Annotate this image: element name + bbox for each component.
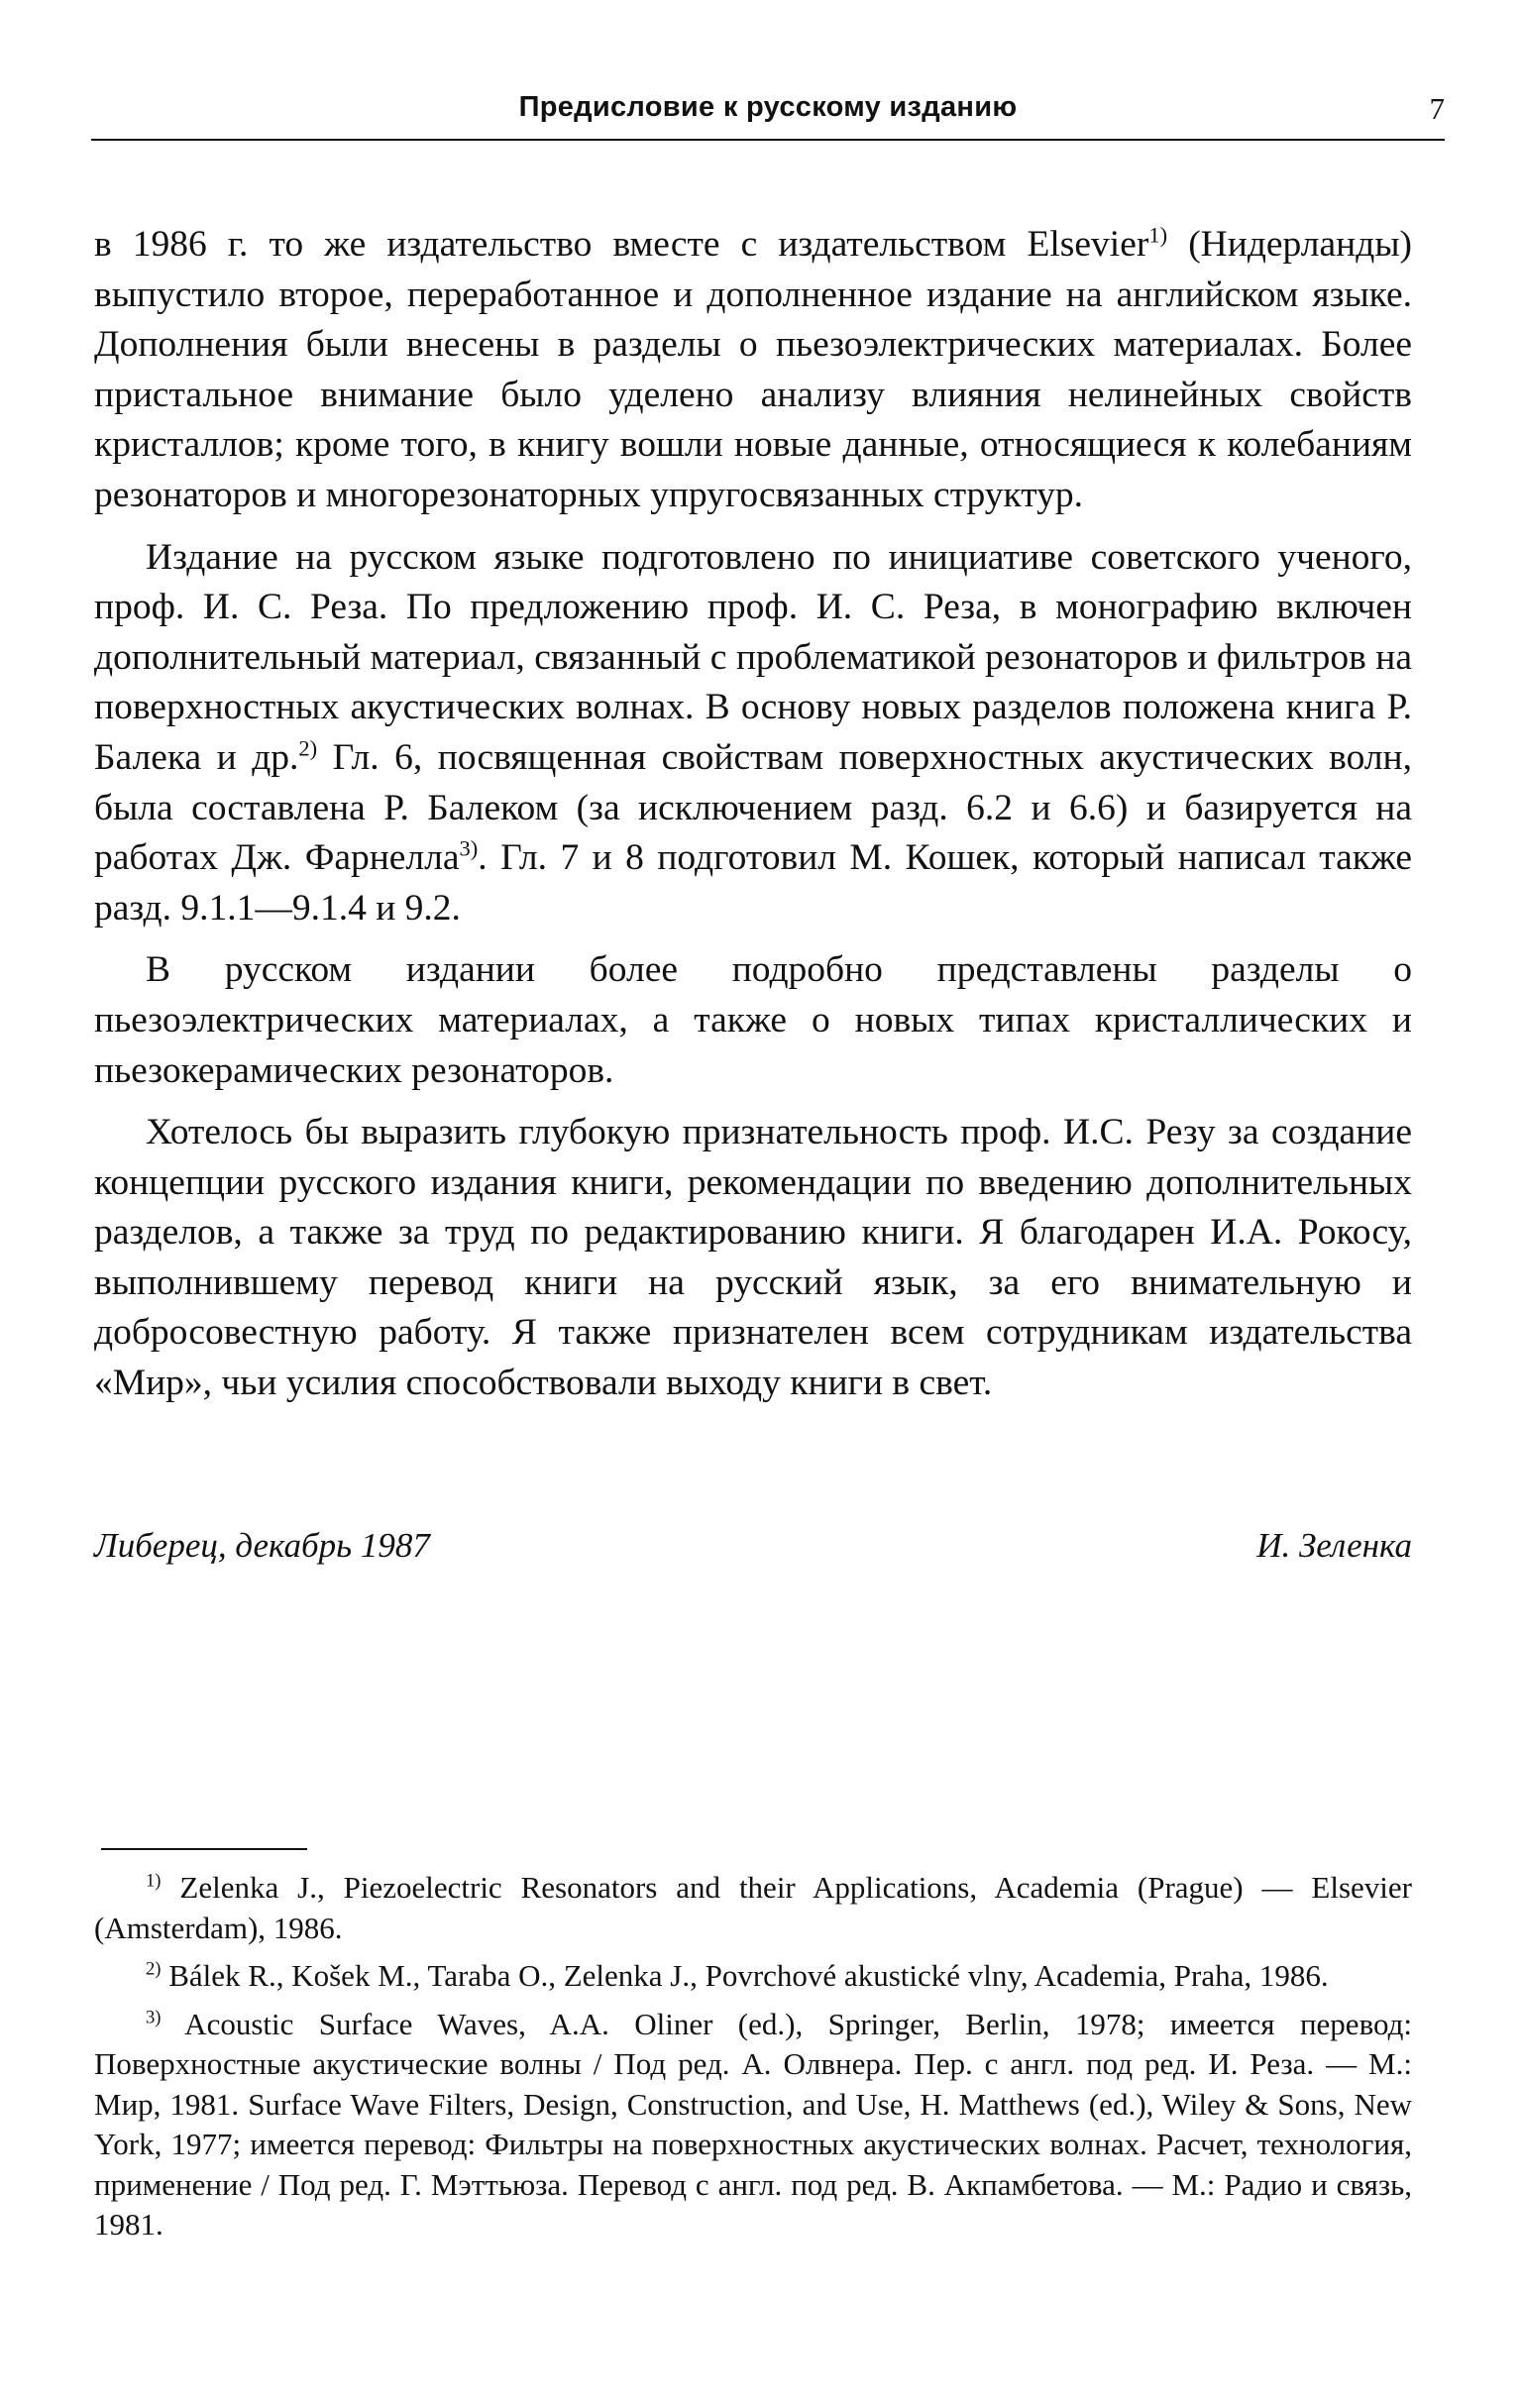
footnote-ref-3: 3) [459,835,479,861]
page-number: 7 [1429,91,1445,126]
header-rule [91,139,1445,141]
running-header [91,91,1445,137]
footnote-rule [101,1848,307,1850]
running-title: Предисловие к русскому изданию [518,91,1018,123]
paragraph-2-text-c: . Гл. 7 и 8 подготовил М. Кошек, который написал также разд. 9.1.1—9.1.4 и 9.2. [94,837,1412,929]
paragraph-1 [94,220,1412,521]
footnote-2-marker: 2) [146,1958,162,1980]
signature-line [94,1526,1412,1576]
footnote-2-text: Bálek R., Košek M., Taraba O., Zelenka J., Povrchové akustické vlny, Academia, Praha, 1986. [161,1958,1329,1993]
footnote-3-marker: 3) [146,2007,162,2028]
paragraph-1-text-a: в 1986 г. то же издательство вместе с издательством Elsevier [94,224,1149,265]
paragraph-2-text-b: Гл. 6, посвященная свойствам поверхностных акустических волн, была составлена Р. Балеком (за исключением разд. 6.2 и 6.6) и базируется на работах Дж. Фарнелла [94,736,1412,879]
footnote-1 [94,1868,1412,1948]
paragraph-3: В русском издании более подробно представлены разделы о пьезоэлектрических материалах, а также о новых типах кристаллических и пьезокерамических резонаторов. [94,949,1412,1091]
footnote-ref-2: 2) [298,735,318,761]
footnote-1-text: Zelenka J., Piezoelectric Resonators and their Applications, Academia (Prague) — Elsevier (Amsterdam), 1986. [94,1870,1412,1945]
footnote-2 [94,1956,1412,1997]
footnotes [94,1868,1412,2253]
paragraph-4: Хотелось бы выразить глубокую признательность проф. И.С. Резу за создание концепции русского издания книги, рекомендации по введению дополнительных разделов, а также за труд по редактированию книги. Я благодарен И.А. Рокосу, выполнившему перевод книги на русский язык, за его внимательную и добросовестную работу. Я также признателен всем сотрудникам издательства «Мир», чьи усилия способствовали выходу книги в свет. [94,1112,1412,1404]
footnote-ref-1: 1) [1148,222,1168,248]
footnote-1-marker: 1) [146,1870,162,1892]
paragraph-2-text-a: Издание на русском языке подготовлено по инициативе советского ученого, проф. И. С. Реза. По предложению проф. И. С. Реза, в монографию включен дополнительный материал, связанный с проблематикой резонаторов и фильтров на поверхностных акустических волнах. В основу новых разделов положена книга Р. Балека и др. [94,536,1412,778]
paragraph-2 [94,533,1412,934]
paragraph-1-text-b: (Нидерланды) выпустило второе, переработанное и дополненное издание на английском языке. Дополнения были внесены в разделы о пьезоэлектрических материалах. Более пристальное внимание было уделено анализу влияния нелинейных свойств кристаллов; кроме того, в книгу вошли новые данные, относящиеся к колебаниям резонаторов и многорезонаторных упругосвязанных структур. [94,224,1412,515]
footnote-3 [94,2005,1412,2245]
place-date: Либерец, декабрь 1987 [94,1526,430,1565]
footnote-3-text: Acoustic Surface Waves, A.A. Oliner (ed.), Springer, Berlin, 1978; имеется перевод: Поверхностные акустические волны / Под ред. А. Олвнера. Пер. с англ. под ред. И. Реза. — М.: Мир, 1981. Surface Wave Filters, Design, Construction, and Use, H. Matthews (ed.), Wiley & Sons, New York, 1977; имеется перевод: Фильтры на поверхностных акустических волнах. Расчет, технология, применение / Под ред. Г. Мэттьюза. Перевод с англ. под ред. В. Акпамбетова. — М.: Радио и связь, 1981. [94,2006,1412,2242]
main-text [94,220,1412,1421]
author-name: И. Зеленка [1256,1526,1412,1565]
